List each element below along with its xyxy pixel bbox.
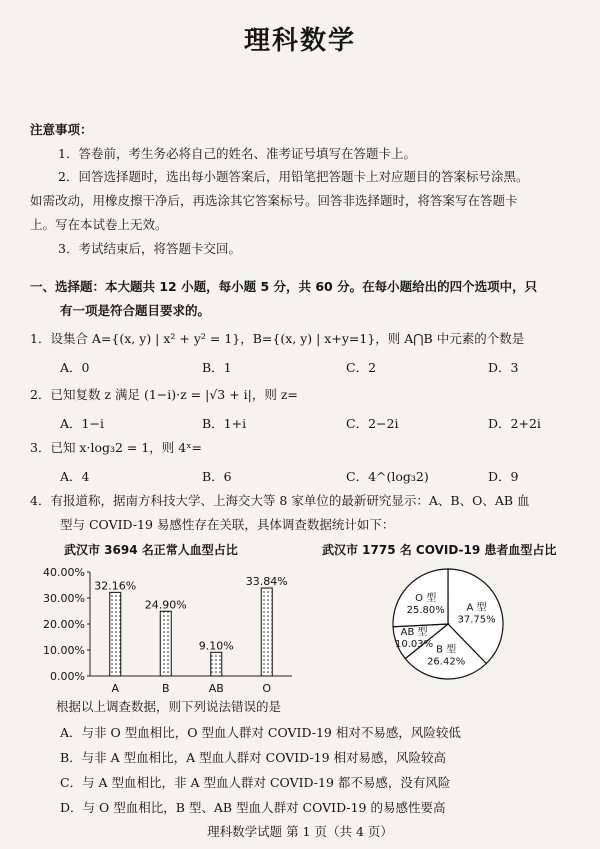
notice-item-2-cont2: 上。写在本试卷上无效。	[30, 217, 168, 232]
q4-stem: 4．有报道称，据南方科技大学、上海交大等 8 家单位的最新研究显示：A、B、O、AB 血	[30, 493, 530, 508]
q2-option-c: C．2−2i	[346, 416, 399, 431]
q1-option-d: D．3	[488, 360, 519, 375]
q4-stem-cont: 型与 COVID-19 易感性存在关联，具体调查数据统计如下：	[60, 517, 395, 532]
bar-b	[160, 611, 171, 676]
bar-value-label: 32.16%	[94, 579, 137, 593]
bar-category-label: O	[262, 682, 272, 695]
bar-y-tick-label: 0.00%	[50, 670, 85, 683]
bar-value-label: 24.90%	[144, 598, 187, 612]
page-footer: 理科数学试题 第 1 页（共 4 页）	[207, 824, 393, 839]
pie-chart	[378, 562, 518, 688]
pie-slice-label: O 型	[415, 592, 437, 604]
section-heading: 一、选择题：本大题共 12 小题，每小题 5 分，共 60 分。在每小题给出的四个选项中，只	[30, 279, 538, 294]
pie-chart-title: 武汉市 1775 名 COVID-19 患者血型占比	[322, 543, 557, 557]
q4-option-c: C．与 A 型血相比，非 A 型血人群对 COVID-19 都不易感，没有风险	[60, 775, 451, 790]
q4-option-d: D．与 O 型血相比，B 型、AB 型血人群对 COVID-19 的易感性要高	[60, 800, 446, 815]
pie-slice-label: AB 型	[400, 626, 428, 638]
q3-stem: 3．已知 x·log₃2 = 1，则 4ˣ=	[30, 440, 203, 455]
bar-chart	[30, 562, 300, 698]
q1-option-c: C．2	[346, 360, 377, 375]
bar-value-label: 33.84%	[245, 575, 288, 589]
notice-item-3: 3．考试结束后，将答题卡交回。	[58, 241, 241, 256]
section-heading-cont: 有一项是符合题目要求的。	[60, 303, 211, 318]
q3-option-c: C．4^(log₃2)	[346, 469, 429, 484]
q2-option-d: D．2+2i	[488, 416, 541, 431]
page-title: 理科数学	[243, 26, 356, 56]
notice-item-2: 2．回答选择题时，选出每小题答案后，用铅笔把答题卡上对应题目的答案标号涂黑。	[58, 169, 529, 184]
q1-option-b: B．1	[202, 360, 232, 375]
q3-option-b: B．6	[202, 469, 232, 484]
q4-question: 根据以上调查数据，则下列说法错误的是	[56, 699, 282, 714]
bar-category-label: A	[111, 682, 120, 695]
notice-item-1: 1．答卷前，考生务必将自己的姓名、准考证号填写在答题卡上。	[58, 146, 416, 161]
q1-stem: 1．设集合 A={(x, y) | x² + y² = 1}，B={(x, y) | x+y=1}，则 A⋂B 中元素的个数是	[30, 331, 525, 346]
pie-slice-value: 37.75%	[457, 614, 496, 626]
bar-o	[261, 588, 272, 676]
bar-y-tick-label: 30.00%	[43, 592, 85, 605]
q2-option-a: A．1−i	[60, 416, 104, 431]
q2-stem: 2．已知复数 z 满足 (1−i)·z = |√3 + i|，则 z=	[30, 387, 298, 402]
pie-slice-value: 10.03%	[395, 638, 434, 650]
bar-a	[110, 592, 121, 676]
bar-value-label: 9.10%	[198, 639, 234, 653]
q1-option-a: A．0	[60, 360, 90, 375]
q2-option-b: B．1+i	[202, 416, 247, 431]
q4-option-a: A．与非 O 型血相比，O 型血人群对 COVID-19 相对不易感，风险较低	[60, 725, 461, 740]
pie-slice-value: 25.80%	[406, 604, 445, 616]
notice-item-2-cont: 如需改动，用橡皮擦干净后，再选涂其它答案标号。回答非选择题时，将答案写在答题卡	[30, 193, 518, 208]
bar-y-tick-label: 40.00%	[43, 566, 85, 579]
q3-option-a: A．4	[60, 469, 90, 484]
pie-slice-value: 26.42%	[427, 656, 466, 668]
pie-slice-label: B 型	[436, 644, 457, 656]
bar-y-tick-label: 20.00%	[43, 618, 85, 631]
q3-option-d: D．9	[488, 469, 519, 484]
bar-category-label: B	[161, 682, 170, 695]
pie-slice-label: A 型	[466, 602, 487, 614]
bar-chart-title: 武汉市 3694 名正常人血型占比	[64, 543, 238, 557]
bar-y-tick-label: 10.00%	[43, 644, 85, 657]
bar-category-label: AB	[208, 682, 224, 695]
notice-heading: 注意事项：	[30, 122, 93, 137]
bar-ab	[211, 652, 222, 676]
q4-option-b: B．与非 A 型血相比，A 型血人群对 COVID-19 相对易感，风险较高	[60, 750, 447, 765]
